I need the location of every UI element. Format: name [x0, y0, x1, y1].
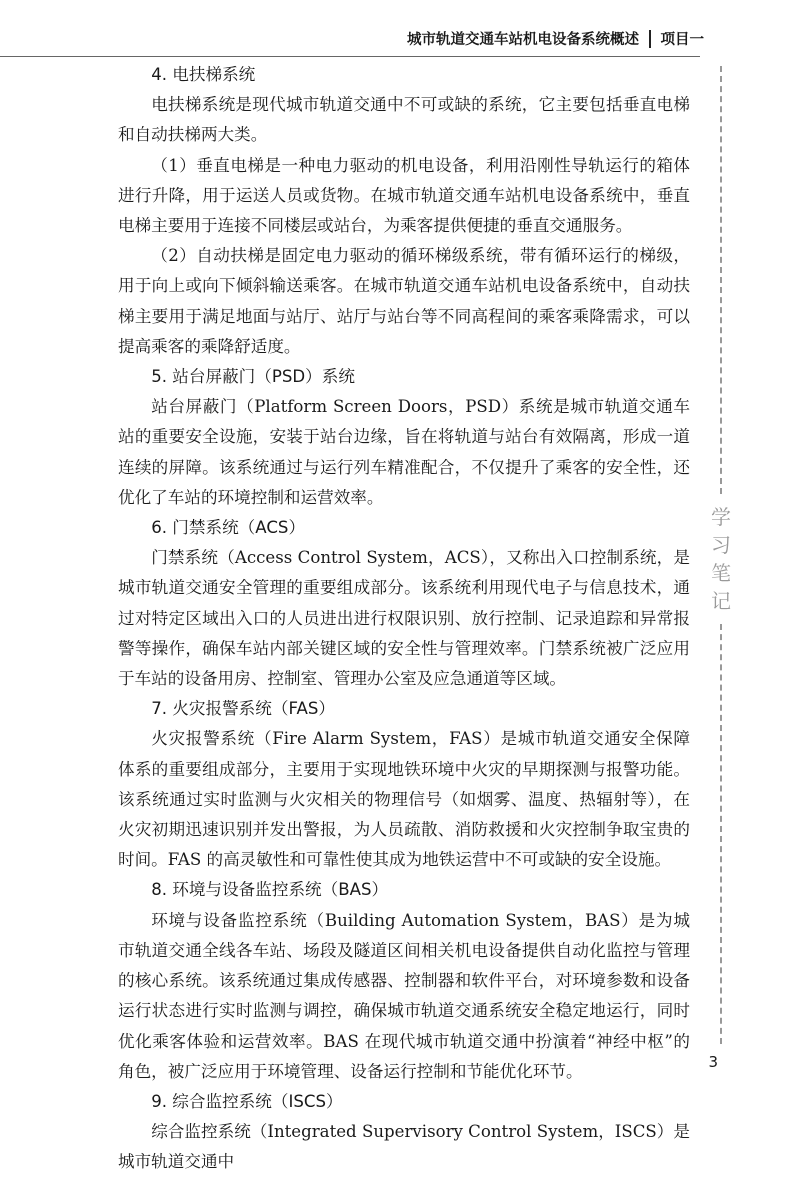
section-heading: 9. 综合监控系统（ISCS） [151, 1091, 343, 1111]
section-heading: 7. 火灾报警系统（FAS） [151, 699, 335, 719]
paragraph: 电扶梯系统是现代城市轨道交通中不可或缺的系统，它主要包括垂直电梯和自动扶梯两大类。 [118, 95, 690, 145]
section-heading: 8. 环境与设备监控系统（BAS） [151, 880, 389, 900]
paragraph: （2）自动扶梯是固定电力驱动的循环梯级系统，带有循环运行的梯级，用于向上或向下倾斜输送乘客。在城市轨道交通车站机电设备系统中，自动扶梯主要用于满足地面与站厅、站厅与站台等不同高程间的乘客乘降需求，可以提高乘客的乘降舒适度。 [118, 246, 690, 356]
margin-note: 学习笔记 [711, 505, 731, 613]
paragraph: 综合监控系统（Integrated Supervisory Control System，ISCS）是城市轨道交通中 [118, 1122, 690, 1172]
paragraph: 门禁系统（Access Control System，ACS），又称出入口控制系统，是城市轨道交通安全管理的重要组成部分。该系统利用现代电子与信息技术，通过对特定区域出入口的人员进出进行权限识别、放行控制、记录追踪和异常报警等操作，确保车站内部关键区域的安全性与管理效率。门禁系统被广泛应用于车站的设备用房、控制室、管理办公室及应急通道等区域。 [118, 548, 690, 689]
section-heading: 4. 电扶梯系统 [151, 65, 256, 84]
margin-dashed-line-top [720, 66, 722, 494]
main-content [118, 60, 690, 1178]
header-rule [0, 56, 700, 57]
page-number: 3 [708, 1053, 718, 1071]
paragraph: 火灾报警系统（Fire Alarm System，FAS）是城市轨道交通安全保障体系的重要组成部分，主要用于实现地铁环境中火灾的早期探测与报警功能。该系统通过实时监测与火灾相关的物理信号（如烟雾、温度、热辐射等），在火灾初期迅速识别并发出警报，为人员疏散、消防救援和火灾控制争取宝贵的时间。FAS 的高灵敏性和可靠性使其成为地铁运营中不可或缺的安全设施。 [118, 729, 690, 870]
header-separator [649, 30, 651, 48]
margin-dashed-line-bottom [720, 624, 722, 1044]
project-label: 项目一 [660, 32, 704, 48]
paragraph: （1）垂直电梯是一种电力驱动的机电设备，利用沿刚性导轨运行的箱体进行升降，用于运送人员或货物。在城市轨道交通车站机电设备系统中，垂直电梯主要用于连接不同楼层或站台，为乘客提供便捷的垂直交通服务。 [118, 155, 690, 236]
section-heading: 6. 门禁系统（ACS） [151, 518, 306, 538]
section-heading: 5. 站台屏蔽门（PSD）系统 [151, 367, 355, 387]
chapter-title: 城市轨道交通车站机电设备系统概述 [407, 32, 639, 48]
paragraph: 站台屏蔽门（Platform Screen Doors，PSD）系统是城市轨道交通车站的重要安全设施，安装于站台边缘，旨在将轨道与站台有效隔离，形成一道连续的屏障。该系统通过与运行列车精准配合，不仅提升了乘客的安全性，还优化了车站的环境控制和运营效率。 [118, 397, 690, 507]
paragraph: 环境与设备监控系统（Building Automation System，BAS）是为城市轨道交通全线各车站、场段及隧道区间相关机电设备提供自动化监控与管理的核心系统。该系统通过集成传感器、控制器和软件平台，对环境参数和设备运行状态进行实时监测与调控，确保城市轨道交通系统安全稳定地运行，同时优化乘客体验和运营效率。BAS 在现代城市轨道交通中扮演着“神经中枢”的角色，被广泛应用于环境管理、设备运行控制和节能优化环节。 [118, 910, 690, 1081]
running-header [407, 28, 704, 49]
